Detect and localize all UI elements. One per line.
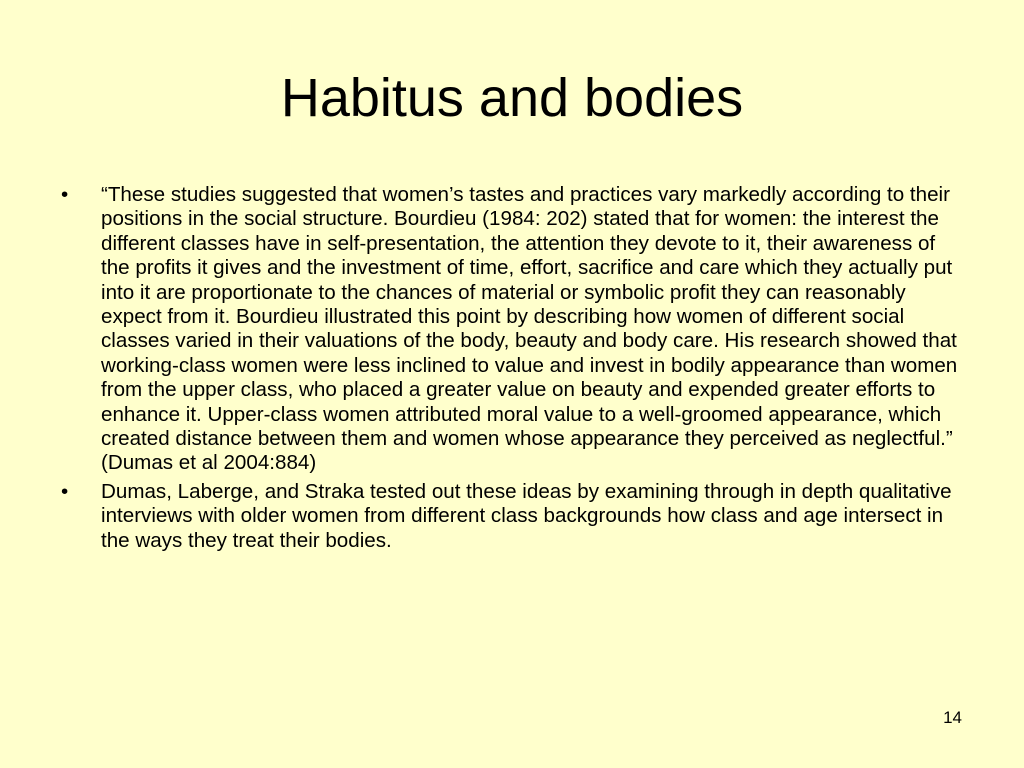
bullet-text: Dumas, Laberge, and Straka tested out these ideas by examining through in depth qualitative interviews with older women from different class backgrounds how class and age intersect in the ways they treat their bodies. xyxy=(101,479,952,552)
slide-title: Habitus and bodies xyxy=(280,68,744,128)
bullet-icon: • xyxy=(61,183,69,206)
bullet-item-bourdieu-quote xyxy=(55,183,965,476)
page-number: 14 xyxy=(943,708,962,727)
bullet-text: “These studies suggested that women’s tastes and practices vary markedly according to their positions in the social structure. Bourdieu (1984: 202) stated that for women: the interest the different classes have in self-presentation, the attention they devote to it, their awareness of the profits it gives and the investment of time, effort, sacrifice and care which they actually put into it are proportionate to the chances of material or symbolic profit they can reasonably expect from it. Bourdieu illustrated this point by describing how women of different social classes varied in their valuations of the body, beauty and body care. His research showed that working-class women were less inclined to value and invest in bodily appearance than women from the upper class, who placed a greater value on beauty and expended greater efforts to enhance it. Upper-class women attributed moral value to a well-groomed appearance, which created distance between them and women whose appearance they perceived as neglectful.” (Dumas et al 2004:884) xyxy=(101,183,958,475)
bullet-item-dumas-study xyxy=(55,480,965,553)
bullet-list xyxy=(55,183,965,557)
bullet-icon: • xyxy=(61,479,69,503)
